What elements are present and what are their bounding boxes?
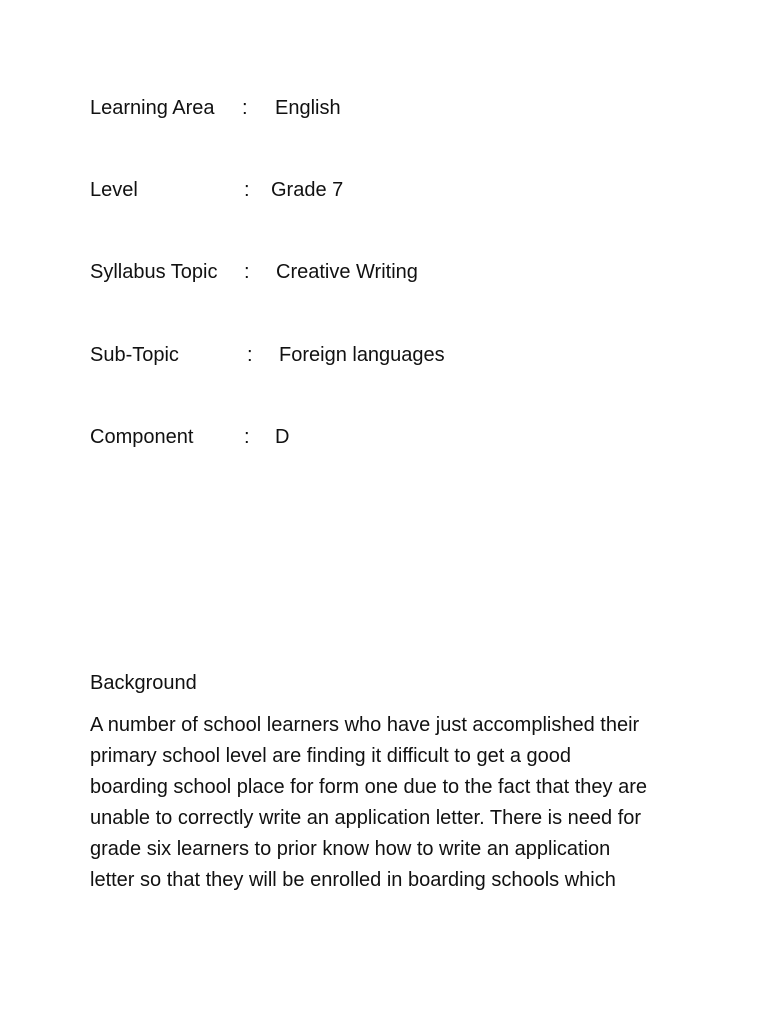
sub-topic-label: Sub-Topic xyxy=(90,344,179,366)
paragraph-line: A number of school learners who have just accomplished their xyxy=(90,714,640,736)
learning-area-colon: : xyxy=(242,97,248,119)
level-value: Grade 7 xyxy=(271,179,344,201)
sub-topic-value: Foreign languages xyxy=(279,344,445,366)
component-value: D xyxy=(275,426,290,448)
paragraph-line: boarding school place for form one due to the fact that they are xyxy=(90,776,648,798)
learning-area-value: English xyxy=(275,97,341,119)
background-paragraph xyxy=(90,710,690,896)
component-label: Component xyxy=(90,426,194,448)
background-heading: Background xyxy=(90,672,197,694)
level-label: Level xyxy=(90,179,138,201)
paragraph-line: grade six learners to prior know how to write an application xyxy=(90,838,611,860)
sub-topic-colon: : xyxy=(247,344,253,366)
syllabus-topic-colon: : xyxy=(244,261,250,283)
syllabus-topic-label: Syllabus Topic xyxy=(90,261,218,283)
learning-area-label: Learning Area xyxy=(90,97,215,119)
paragraph-line: unable to correctly write an application letter. There is need for xyxy=(90,807,642,829)
level-colon: : xyxy=(244,179,250,201)
paragraph-line: letter so that they will be enrolled in boarding schools which xyxy=(90,869,616,891)
paragraph-line: primary school level are finding it difficult to get a good xyxy=(90,745,572,767)
component-colon: : xyxy=(244,426,250,448)
syllabus-topic-value: Creative Writing xyxy=(276,261,418,283)
